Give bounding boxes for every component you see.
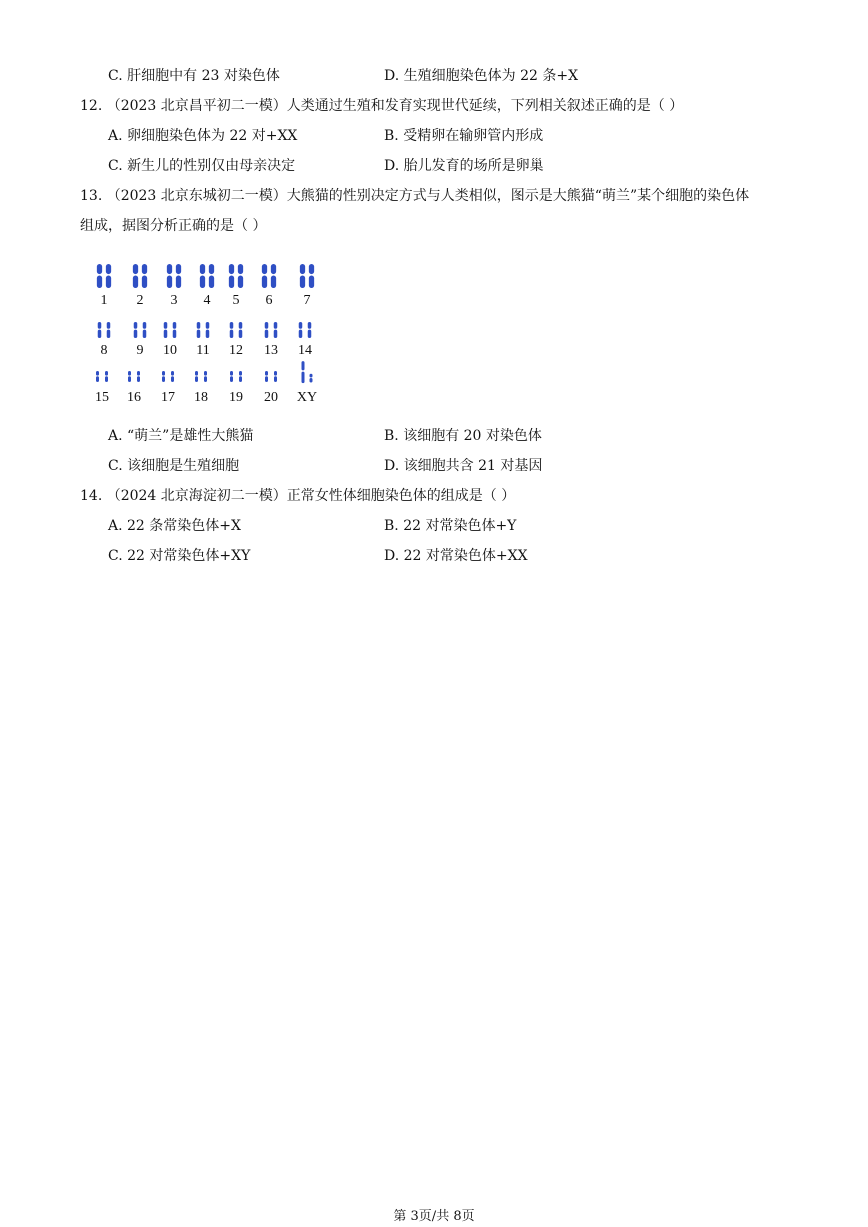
q13-stem-line1: 13. （2023 北京东城初二一模）大熊猫的性别决定方式与人类相似，图示是大熊猫“萌兰”某个细胞的染色体 — [80, 188, 750, 204]
q13-stem-line2: 组成，据图分析正确的是（ ） — [80, 218, 267, 234]
karyotype-label: 14 — [298, 343, 312, 358]
karyotype-label: 19 — [229, 390, 243, 405]
q13-option-a: A. “萌兰”是雄性大熊猫 — [108, 428, 254, 444]
chromosome-pair-8 — [98, 322, 111, 338]
chromosome-pair-12 — [230, 322, 243, 338]
chromosome-pair-14 — [299, 322, 312, 338]
q12-option-a: A. 卵细胞染色体为 22 对+XX — [108, 128, 298, 144]
chromosome-pair-9 — [134, 322, 147, 338]
karyotype-label: 20 — [264, 390, 278, 405]
karyotype-label: 5 — [232, 293, 240, 308]
karyotype-label: XY — [296, 390, 318, 405]
karyotype-label: 11 — [196, 343, 210, 358]
karyotype-label: 17 — [161, 390, 175, 405]
q14-option-d: D. 22 对常染色体+XX — [384, 548, 528, 564]
chromosome-pair-4 — [200, 264, 214, 288]
q13-option-c: C. 该细胞是生殖细胞 — [108, 458, 240, 474]
q11-option-c: C. 肝细胞中有 23 对染色体 — [108, 68, 280, 84]
karyotype-label: 10 — [163, 343, 177, 358]
q14-stem: 14. （2024 北京海淀初二一模）正常女性体细胞染色体的组成是（ ） — [80, 488, 516, 504]
q13-option-d: D. 该细胞共含 21 对基因 — [384, 458, 543, 474]
chromosome-pair-10 — [164, 322, 177, 338]
chromosome-pair-16 — [128, 371, 140, 382]
q14-option-b: B. 22 对常染色体+Y — [384, 518, 517, 534]
chromosome-pair-6 — [262, 264, 276, 288]
karyotype-label: 7 — [303, 293, 311, 308]
chromosome-pair-13 — [265, 322, 278, 338]
chromosome-pair-7 — [300, 264, 314, 288]
q11-option-d: D. 生殖细胞染色体为 22 条+X — [384, 68, 579, 84]
page-footer: 第 3页/共 8页 — [393, 1209, 475, 1224]
karyotype-label-group — [95, 293, 317, 405]
karyotype-label: 18 — [194, 390, 208, 405]
chromosome-pair-3 — [167, 264, 181, 288]
chromosome-pair-20 — [265, 371, 277, 382]
karyotype-label: 16 — [127, 390, 141, 405]
karyotype-label: 12 — [229, 343, 243, 358]
chromosome-group — [96, 264, 314, 383]
q13-option-b: B. 该细胞有 20 对染色体 — [384, 428, 542, 444]
karyotype-figure — [86, 258, 336, 408]
chromosome-pair-1 — [97, 264, 111, 288]
chromosome-pair-15 — [96, 371, 108, 382]
q14-option-a: A. 22 条常染色体+X — [108, 518, 241, 534]
karyotype-label: 1 — [100, 293, 108, 308]
chromosome-pair-17 — [162, 371, 174, 382]
chromosome-pair-18 — [195, 371, 207, 382]
chromosome-pair-19 — [230, 371, 242, 382]
karyotype-label: 15 — [95, 390, 109, 405]
chromosome-pair-XY — [302, 361, 313, 383]
q12-option-b: B. 受精卵在输卵管内形成 — [384, 128, 544, 144]
q12-option-d: D. 胎儿发育的场所是卵巢 — [384, 158, 544, 174]
karyotype-label: 3 — [170, 293, 178, 308]
karyotype-label: 13 — [264, 343, 278, 358]
q14-option-c: C. 22 对常染色体+XY — [108, 548, 251, 564]
q12-stem: 12. （2023 北京昌平初二一模）人类通过生殖和发育实现世代延续，下列相关叙述正确的是（ ） — [80, 98, 684, 114]
chromosome-pair-11 — [197, 322, 210, 338]
q12-option-c: C. 新生儿的性别仅由母亲决定 — [108, 158, 296, 174]
chromosome-pair-2 — [133, 264, 147, 288]
karyotype-label: 6 — [265, 293, 273, 308]
karyotype-label: 8 — [100, 343, 108, 358]
chromosome-pair-5 — [229, 264, 243, 288]
karyotype-label: 4 — [203, 293, 211, 308]
karyotype-label: 2 — [136, 293, 144, 308]
karyotype-label: 9 — [136, 343, 144, 358]
